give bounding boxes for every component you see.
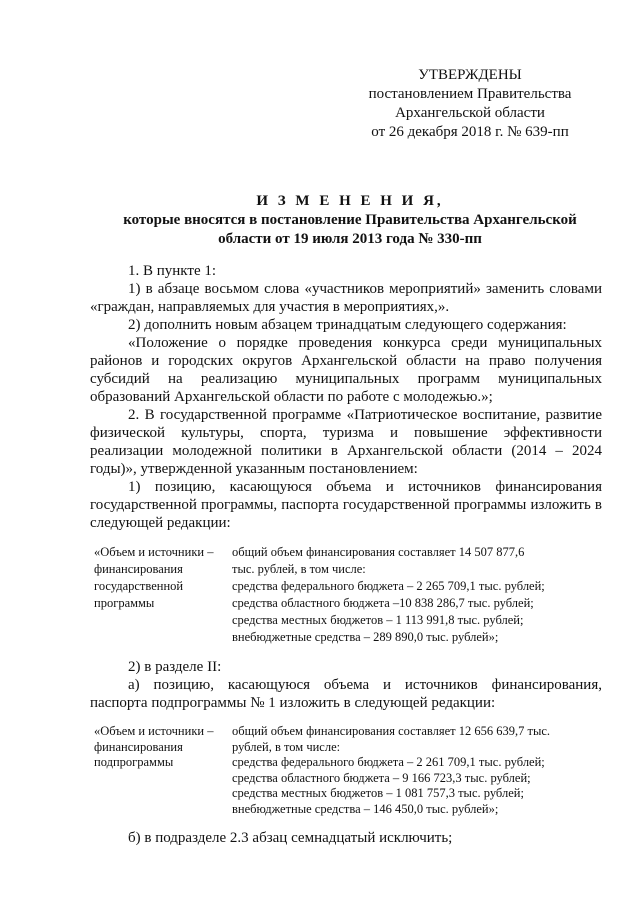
table-cell: программы <box>94 596 155 610</box>
approved-title: УТВЕРЖДЕНЫ <box>418 67 522 83</box>
financing-table-program-values <box>232 544 602 646</box>
paragraph-8: а) позицию, касающуюся объема и источников финансирования, паспорта подпрограммы № 1 изложить в следующей редакции: <box>90 677 602 711</box>
table-cell: тыс. рублей, в том числе: <box>232 562 366 576</box>
document-heading <box>90 192 610 249</box>
table-cell: финансирования <box>94 739 183 754</box>
paragraph-1: 1. В пункте 1: <box>128 263 217 279</box>
table-cell: общий объем финансирования составляет 12 656 639,7 тыс. <box>232 724 551 738</box>
paragraph-2: 1) в абзаце восьмом слова «участников мероприятий» заменить словами «граждан, направляемых для участия в мероприятиях,». <box>90 281 602 315</box>
table-cell: финансирования <box>94 562 183 576</box>
table-cell: средства областного бюджета – 9 166 723,3 тыс. рублей; <box>232 770 531 785</box>
table-cell: государственной <box>94 579 184 593</box>
financing-table-subprogram-label <box>94 724 232 771</box>
paragraph-7: 2) в разделе II: <box>128 659 222 675</box>
table-cell: внебюджетные средства – 289 890,0 тыс. рублей»; <box>232 630 499 644</box>
paragraph-9: б) в подразделе 2.3 абзац семнадцатый исключить; <box>128 830 453 846</box>
table-cell: средства местных бюджетов – 1 113 991,8 тыс. рублей; <box>232 613 524 627</box>
paragraph-6: 1) позицию, касающуюся объема и источников финансирования государственной программы, паспорта государственной программы изложить в следующей редакции: <box>90 479 602 531</box>
table-cell: внебюджетные средства – 146 450,0 тыс. рублей»; <box>232 801 499 816</box>
paragraph-4: «Положение о порядке проведения конкурса среди муниципальных районов и городских округов Архангельской области на право получения субсидий на реализацию муниципальных программ муниципальных образований Архангельской области по работе с молодежью.»; <box>90 335 602 405</box>
table-cell: рублей, в том числе: <box>232 739 341 754</box>
table-cell: средства федерального бюджета – 2 261 709,1 тыс. рублей; <box>232 755 545 769</box>
paragraph-3: 2) дополнить новым абзацем тринадцатым следующего содержания: <box>128 317 567 333</box>
approval-stamp-block <box>330 66 610 142</box>
table-cell: средства областного бюджета –10 838 286,7 тыс. рублей; <box>232 596 534 610</box>
table-cell: «Объем и источники – <box>94 545 214 559</box>
document-title: И З М Е Н Е Н И Я, <box>256 193 444 209</box>
financing-table-program <box>94 544 602 646</box>
paragraph-5: 2. В государственной программе «Патриотическое воспитание, развитие физической культуры, спорта, туризма и повышение эффективности реализации молодежной политики в Архангельской области (2014 – 2024 годы)», утвержденной указанным постановлением: <box>90 407 602 477</box>
table-cell: средства местных бюджетов – 1 081 757,3 тыс. рублей; <box>232 786 524 800</box>
table-cell: средства федерального бюджета – 2 265 709,1 тыс. рублей; <box>232 579 545 593</box>
table-cell: подпрограммы <box>94 755 174 769</box>
document-subtitle-line-2: области от 19 июля 2013 года № 330-пп <box>218 231 482 247</box>
document-body <box>90 262 602 847</box>
approved-line-2: Архангельской области <box>395 105 545 121</box>
table-cell: «Объем и источники – <box>94 724 214 738</box>
document-subtitle-line-1: которые вносятся в постановление Правительства Архангельской <box>123 212 577 228</box>
approved-line-1: постановлением Правительства <box>368 86 572 102</box>
table-cell: общий объем финансирования составляет 14 507 877,6 <box>232 545 525 559</box>
approved-line-3: от 26 декабря 2018 г. № 639-пп <box>371 124 569 140</box>
financing-table-subprogram <box>94 724 602 817</box>
financing-table-program-label <box>94 544 232 612</box>
financing-table-subprogram-values <box>232 724 602 817</box>
